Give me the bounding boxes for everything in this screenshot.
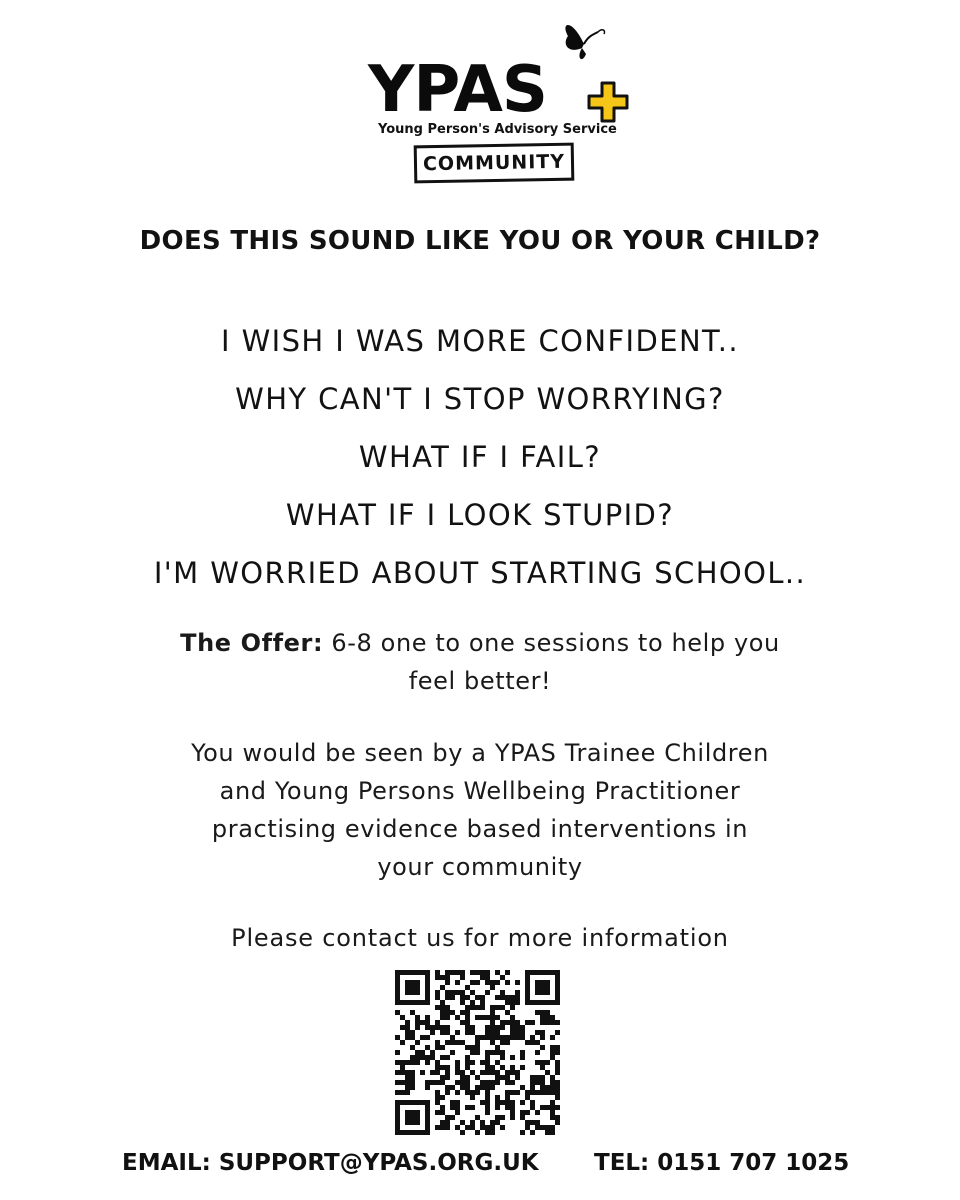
quote-item: WHAT IF I LOOK STUPID? — [285, 498, 675, 532]
ypas-logo — [360, 8, 640, 188]
offer-text: 6-8 one to one sessions to help you feel better! — [323, 629, 780, 695]
quote-list — [0, 318, 960, 608]
contact-prompt: Please contact us for more information — [231, 924, 729, 952]
offer-paragraph — [0, 624, 960, 700]
footer-tel[interactable]: TEL: 0151 707 1025 — [594, 1150, 850, 1176]
quote-item: WHAT IF I FAIL? — [358, 440, 602, 474]
offer-label: The Offer: — [180, 629, 324, 657]
logo-wordmark: YPAS — [368, 53, 547, 127]
footer-email[interactable]: EMAIL: SUPPORT@YPAS.ORG.UK — [122, 1150, 539, 1176]
quote-item: I WISH I WAS MORE CONFIDENT.. — [221, 324, 739, 358]
practitioner-text: You would be seen by a YPAS Trainee Children and Young Persons Wellbeing Practitioner practising evidence based interventions in your community — [191, 739, 769, 881]
yellow-plus-icon — [586, 80, 630, 124]
logo-tagline: Young Person's Advisory Service — [378, 122, 617, 137]
quote-item: I'M WORRIED ABOUT STARTING SCHOOL.. — [153, 556, 807, 590]
community-label: COMMUNITY — [414, 143, 575, 184]
qr-code-icon[interactable] — [395, 970, 560, 1135]
practitioner-paragraph — [0, 734, 960, 886]
butterfly-icon — [558, 14, 612, 66]
headline: DOES THIS SOUND LIKE YOU OR YOUR CHILD? — [139, 226, 821, 256]
quote-item: WHY CAN'T I STOP WORRYING? — [235, 382, 725, 416]
